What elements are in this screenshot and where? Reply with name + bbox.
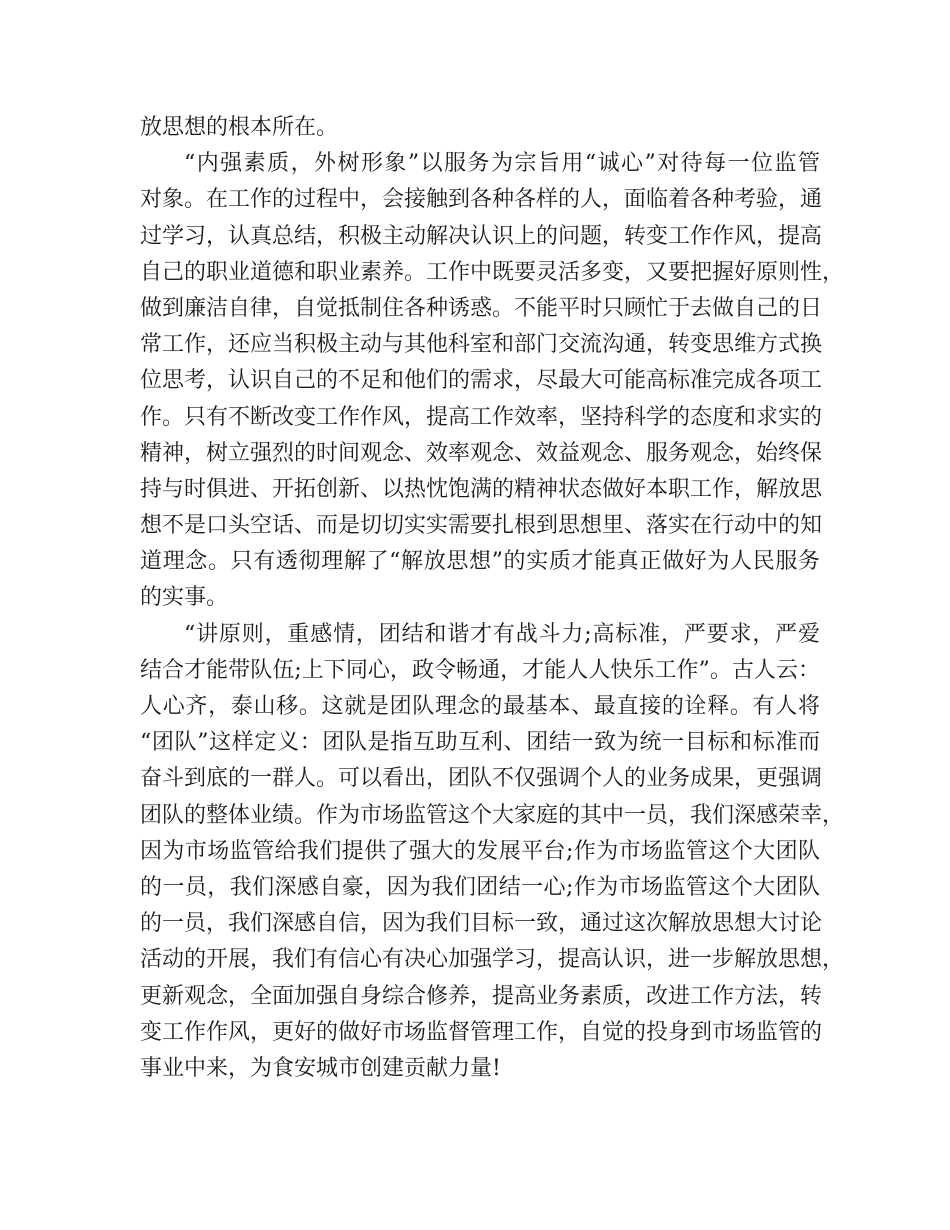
document-body [140,110,845,1087]
text-line: 活动的开展，我们有信心有决心加强学习，提高认识，进一步解放思想， [140,947,845,973]
text-line: 位思考，认识自己的不足和他们的需求，尽最大可能高标准完成各项工 [140,368,823,394]
text-line: 更新观念，全面加强自身综合修养，提高业务素质，改进工作方法，转 [140,983,823,1009]
text-line: 常工作，还应当积极主动与其他科室和部门交流沟通，转变思维方式换 [140,332,823,358]
text-line: “内强素质，外树形象”以服务为宗旨用“诚心”对待每一位监管 [184,151,820,177]
text-line: 因为市场监管给我们提供了强大的发展平台;作为市场监管这个大团队 [140,838,820,864]
text-line: “讲原则，重感情，团结和谐才有战斗力;高标准，严要求，严爱 [184,621,820,647]
text-line: 持与时俱进、开拓创新、以热忱饱满的精神状态做好本职工作，解放思 [140,476,823,502]
text-line: 结合才能带队伍;上下同心，政令畅通，才能人人快乐工作”。古人云： [140,657,820,683]
text-line: 团队的整体业绩。作为市场监管这个大家庭的其中一员，我们深感荣幸， [140,802,845,828]
text-line: 精神，树立强烈的时间观念、效率观念、效益观念、服务观念，始终保 [140,440,823,466]
text-line: 奋斗到底的一群人。可以看出，团队不仅强调个人的业务成果，更强调 [140,766,823,792]
text-line: “团队”这样定义：团队是指互助互利、团结一致为统一目标和标准而 [140,730,820,756]
text-line: 放思想的根本所在。 [140,115,339,140]
text-line: 作。只有不断改变工作作风，提高工作效率，坚持科学的态度和求实的 [140,404,823,430]
text-line: 的实事。 [140,585,229,611]
text-line: 自己的职业道德和职业素养。工作中既要灵活多变，又要把握好原则性， [140,259,845,285]
text-line: 想不是口头空话、而是切切实实需要扎根到思想里、落实在行动中的知 [140,513,823,539]
text-line: 的一员，我们深感自豪，因为我们团结一心;作为市场监管这个大团队 [140,874,820,900]
text-line: 的一员，我们深感自信，因为我们目标一致，通过这次解放思想大讨论 [140,911,823,937]
text-line: 做到廉洁自律，自觉抵制住各种诱惑。不能平时只顾忙于去做自己的日 [140,295,823,321]
text-line: 过学习，认真总结，积极主动解决认识上的问题，转变工作作风，提高 [140,223,823,249]
text-line: 道理念。只有透彻理解了“解放思想”的实质才能真正做好为人民服务 [140,549,820,575]
text-line: 人心齐，泰山移。这就是团队理念的最基本、最直接的诠释。有人将 [140,694,820,719]
text-line: 事业中来，为食安城市创建贡献力量! [140,1055,501,1081]
text-line: 变工作作风，更好的做好市场监督管理工作，自觉的投身到市场监管的 [140,1019,823,1045]
text-line: 对象。在工作的过程中，会接触到各种各样的人，面临着各种考验，通 [140,187,823,213]
